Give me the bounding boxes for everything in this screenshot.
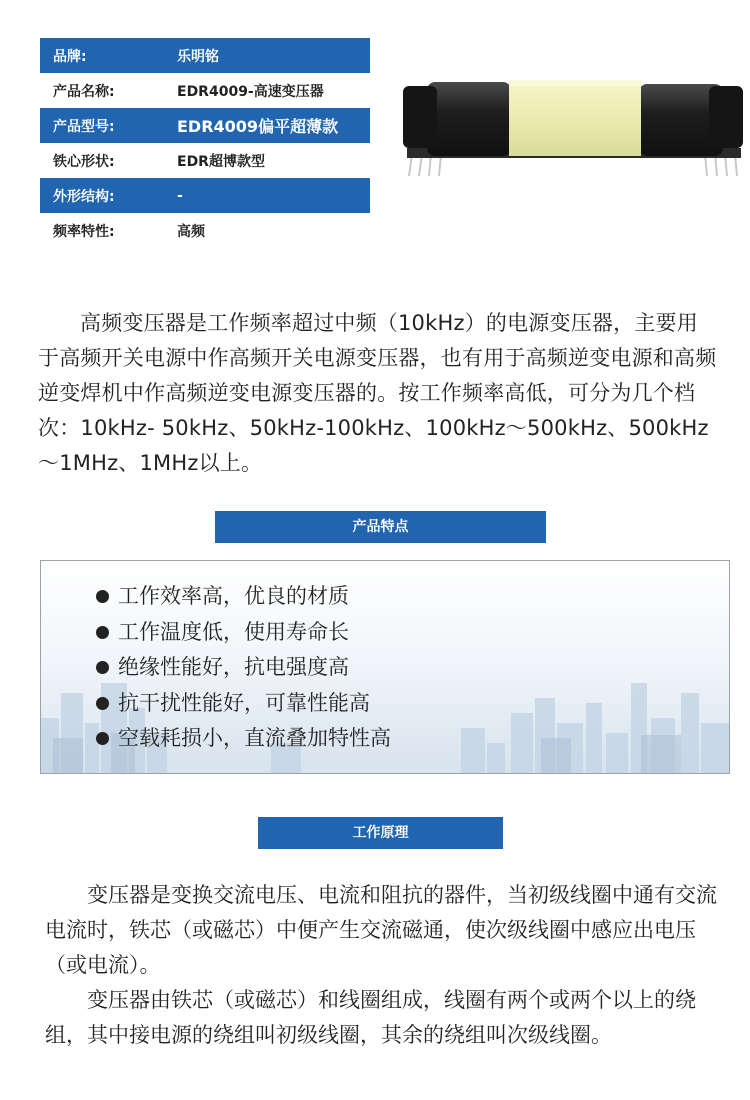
section-title-principle: 工作原理: [258, 817, 503, 849]
spec-key: 外形结构:: [53, 188, 115, 205]
section-title-features: 产品特点: [215, 511, 546, 543]
spec-value: EDR4009偏平超薄款: [177, 117, 339, 136]
bullet-icon: [96, 697, 109, 710]
feature-text: 工作温度低，使用寿命长: [118, 619, 349, 644]
principle-section: [45, 878, 725, 1053]
spec-value: 高频: [177, 223, 205, 240]
spec-row-core-shape: [40, 143, 370, 178]
feature-list: [96, 579, 391, 757]
principle-paragraph: 变压器由铁芯（或磁芯）和线圈组成，线圈有两个或两个以上的绕组，其中接电源的绕组叫初级线圈，其余的绕组叫次级线圈。: [45, 988, 696, 1047]
feature-text: 绝缘性能好，抗电强度高: [118, 655, 349, 679]
spec-value: EDR4009-高速变压器: [177, 83, 324, 100]
spec-row-brand: [40, 38, 370, 73]
spec-key: 频率特性:: [53, 223, 115, 240]
feature-text: 抗干扰性能好，可靠性能高: [118, 690, 370, 715]
spec-row-structure: [40, 178, 370, 213]
intro-paragraph: 高频变压器是工作频率超过中频（10kHz）的电源变压器，主要用于高频开关电源中作高频开关电源变压器，也有用于高频逆变电源和高频逆变焊机中作高频逆变电源变压器的。按工作频率高低，可分为几个档次：10kHz- 50kHz、50kHz-100kHz、100kHz～500kHz、500kHz～1MHz、1MHz以上。: [38, 311, 717, 475]
list-item: [96, 650, 391, 686]
spec-key: 产品型号:: [53, 118, 115, 135]
bullet-icon: [96, 590, 109, 603]
spec-key: 品牌:: [53, 48, 87, 65]
spec-key: 铁心形状:: [53, 153, 115, 170]
bullet-icon: [96, 732, 109, 745]
spec-row-product-name: [40, 73, 370, 108]
spec-value: -: [177, 187, 183, 204]
bullet-icon: [96, 661, 109, 674]
bullet-icon: [96, 626, 109, 639]
spec-row-frequency: [40, 213, 370, 248]
spec-key: 产品名称:: [53, 83, 115, 100]
list-item: [96, 615, 391, 651]
transformer-product-image: [403, 70, 743, 190]
spec-value: EDR超博款型: [177, 153, 265, 170]
list-item: [96, 579, 391, 615]
principle-paragraph: 变压器是变换交流电压、电流和阻抗的器件，当初级线圈中通有交流电流时，铁芯（或磁芯）中便产生交流磁通，使次级线圈中感应出电压（或电流）。: [45, 883, 717, 977]
features-panel: [40, 560, 730, 774]
feature-text: 空载耗损小，直流叠加特性高: [118, 726, 391, 750]
spec-table: [40, 38, 370, 248]
spec-value: 乐明铭: [177, 48, 219, 65]
list-item: [96, 721, 391, 757]
spec-row-model: [40, 108, 370, 143]
list-item: [96, 686, 391, 722]
feature-text: 工作效率高，优良的材质: [118, 584, 349, 608]
